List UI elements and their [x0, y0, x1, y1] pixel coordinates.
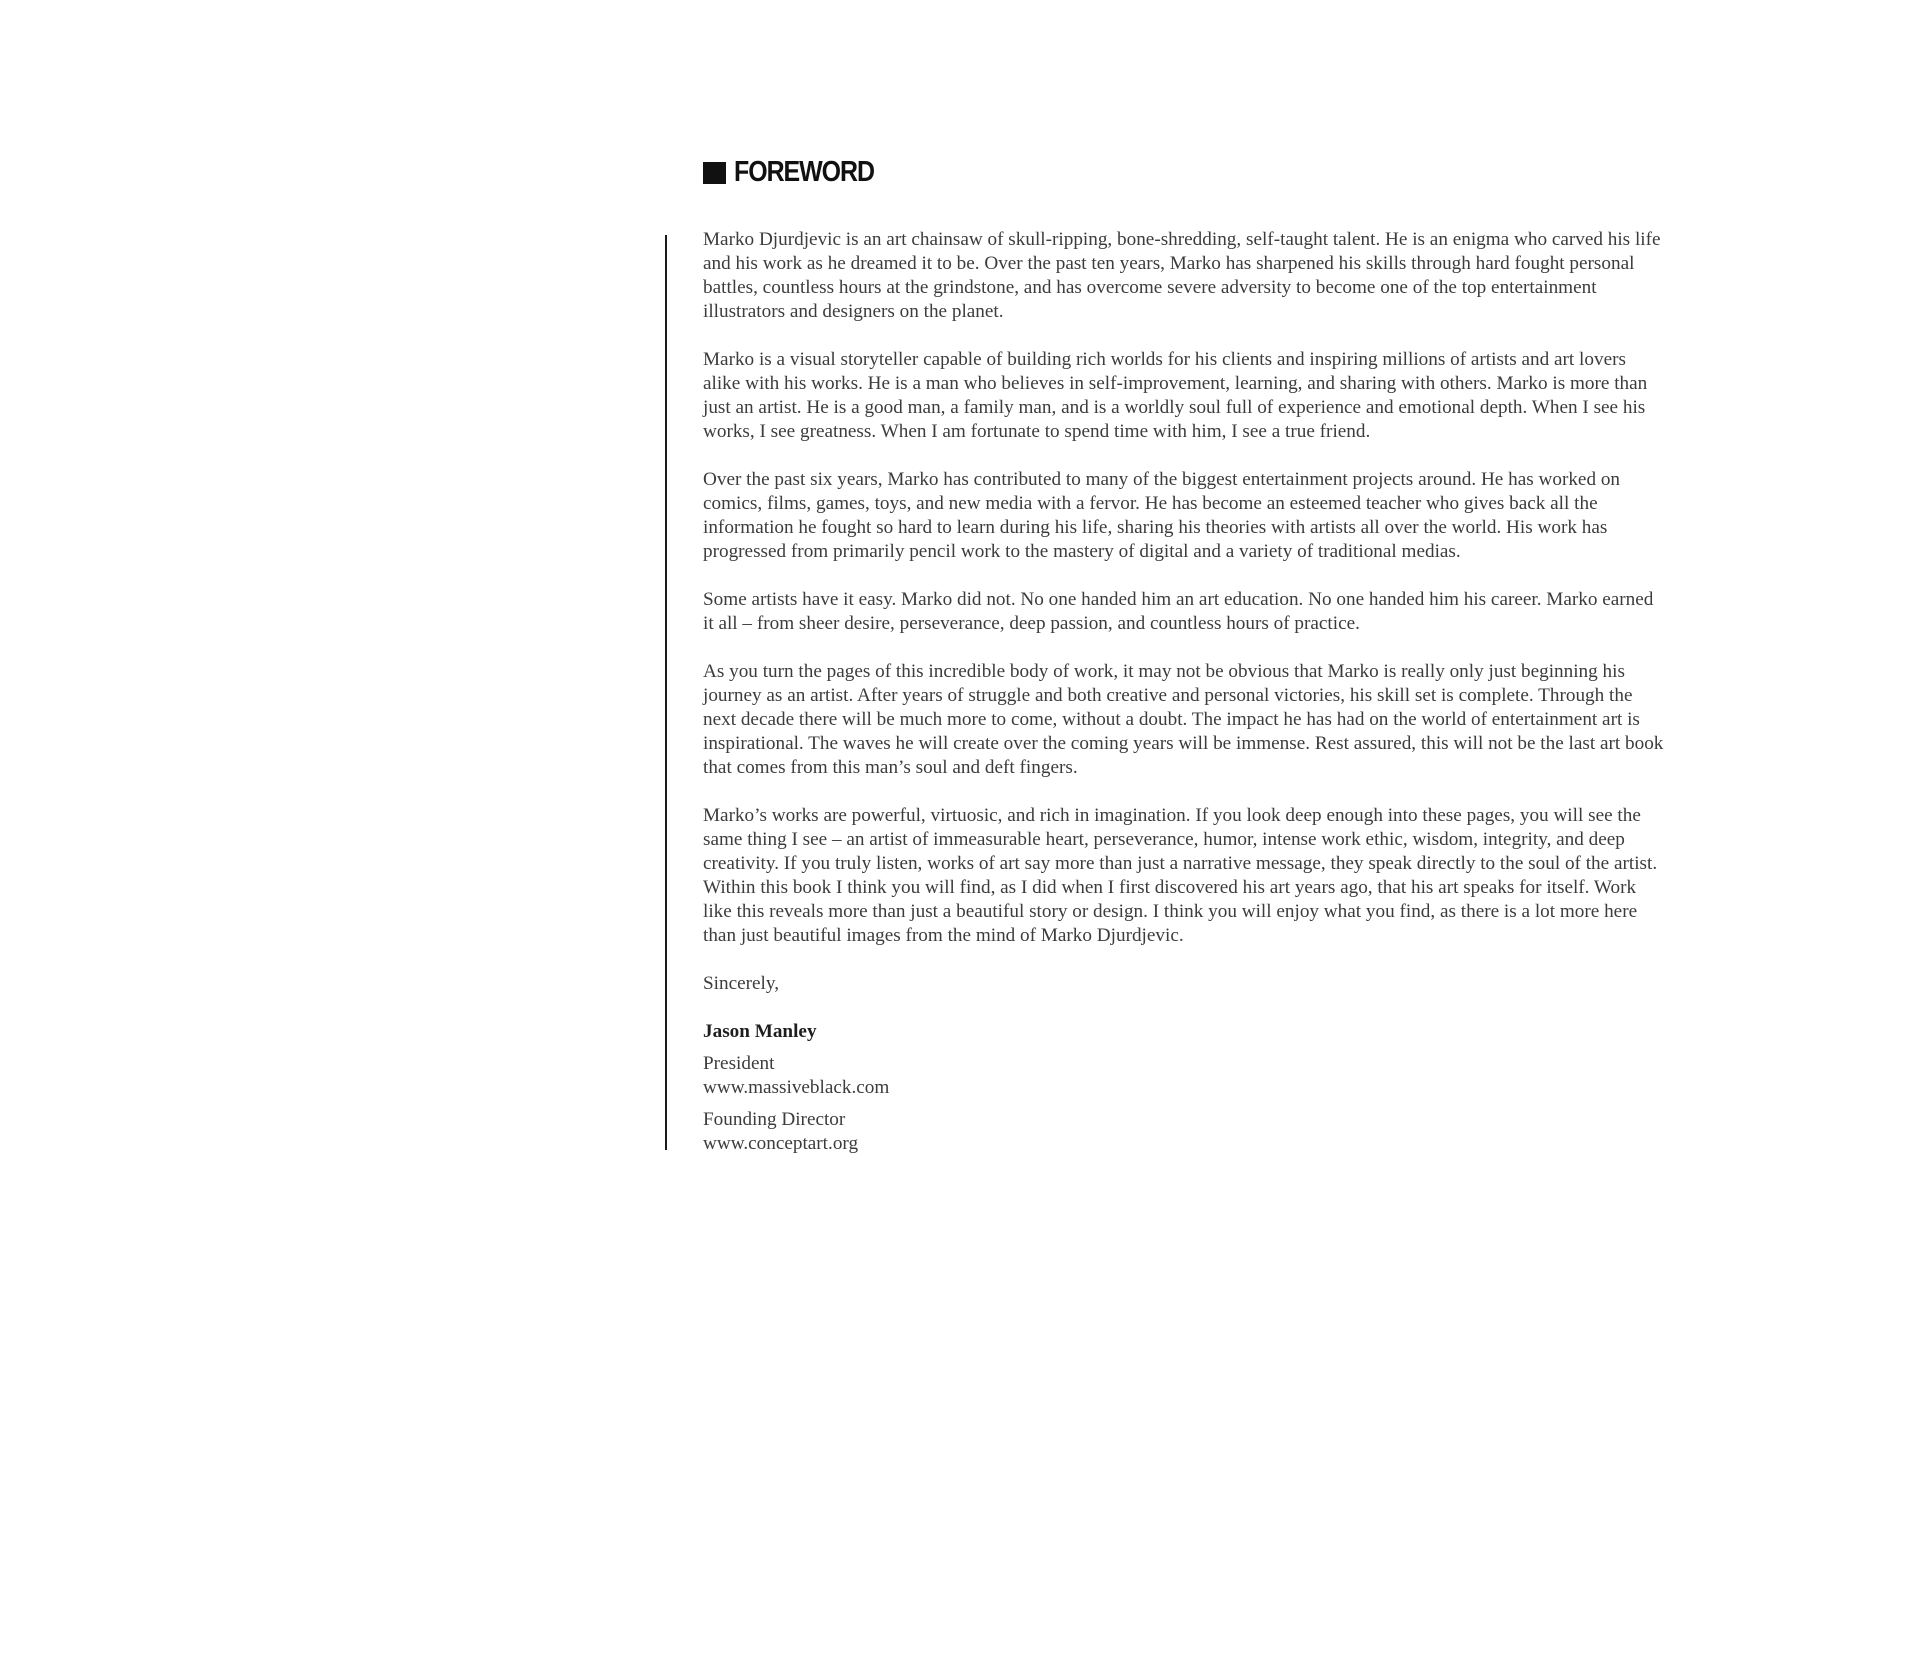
paragraph-2: Marko is a visual storyteller capable of building rich worlds for his clients and inspiring millions of artists and art lovers alike with his works. He is a man who believes in self-improvement, learning, and sharing with others. Marko is more than just an artist. He is a good man, a family man, and is a worldly soul full of experience and emotional depth. When I see his works, I see greatness. When I am fortunate to spend time with him, I see a true friend. [703, 349, 1648, 442]
page-title: FOREWORD [734, 156, 874, 188]
paragraph-5: As you turn the pages of this incredible body of work, it may not be obvious that Marko is really only just beginning his journey as an artist. After years of struggle and both creative and personal victories, his skill set is complete. Through the next decade there will be much more to come, without a doubt. The impact he has had on the world of entertainment art is inspirational. The waves he will create over the coming years will be immense. Rest assured, this will not be the last art book that comes from this man’s soul and deft fingers. [703, 661, 1664, 778]
paragraph-3: Over the past six years, Marko has contributed to many of the biggest entertainment projects around. He has worked on comics, films, games, toys, and new media with a fervor. He has become an esteemed teacher who gives back all the information he fought so hard to learn during his life, sharing his theories with artists all over the world. His work has progressed from primarily pencil work to the mastery of digital and a variety of traditional medias. [703, 469, 1621, 562]
paragraph-4: Some artists have it easy. Marko did not. No one handed him an art education. No one handed him his career. Marko earned it all – from sheer desire, perseverance, deep passion, and countless hours of practice. [703, 589, 1654, 634]
closing-salutation: Sincerely, [703, 973, 780, 994]
signature-block-massiveblack [703, 1052, 1668, 1100]
signer-name: Jason Manley [703, 1021, 817, 1042]
paragraph-1: Marko Djurdjevic is an art chainsaw of skull-ripping, bone-shredding, self-taught talent. He is an enigma who carved his life and his work as he dreamed it to be. Over the past ten years, Marko has sharpened his skills through hard fought personal battles, countless hours at the grindstone, and has overcome severe adversity to become one of the top entertainment illustrators and designers on the planet. [703, 229, 1661, 322]
conceptart-website: www.conceptart.org [703, 1133, 859, 1154]
foreword-heading [703, 154, 897, 190]
foreword-body [703, 228, 1668, 1164]
signer-role-founding-director: Founding Director [703, 1109, 846, 1130]
vertical-rule [665, 235, 667, 1150]
signature-block-conceptart [703, 1108, 1668, 1156]
paragraph-6: Marko’s works are powerful, virtuosic, and rich in imagination. If you look deep enough into these pages, you will see the same thing I see – an artist of immeasurable heart, perseverance, humor, intense work ethic, wisdom, integrity, and deep creativity. If you truly listen, works of art say more than just a narrative message, they speak directly to the soul of the artist. Within this book I think you will find, as I did when I first discovered his art years ago, that his art speaks for itself. Work like this reveals more than just a beautiful story or design. I think you will enjoy what you find, as there is a lot more here than just beautiful images from the mind of Marko Djurdjevic. [703, 805, 1658, 946]
signer-role-president: President [703, 1053, 775, 1074]
massiveblack-website: www.massiveblack.com [703, 1077, 890, 1098]
heading-square-icon [703, 162, 726, 184]
